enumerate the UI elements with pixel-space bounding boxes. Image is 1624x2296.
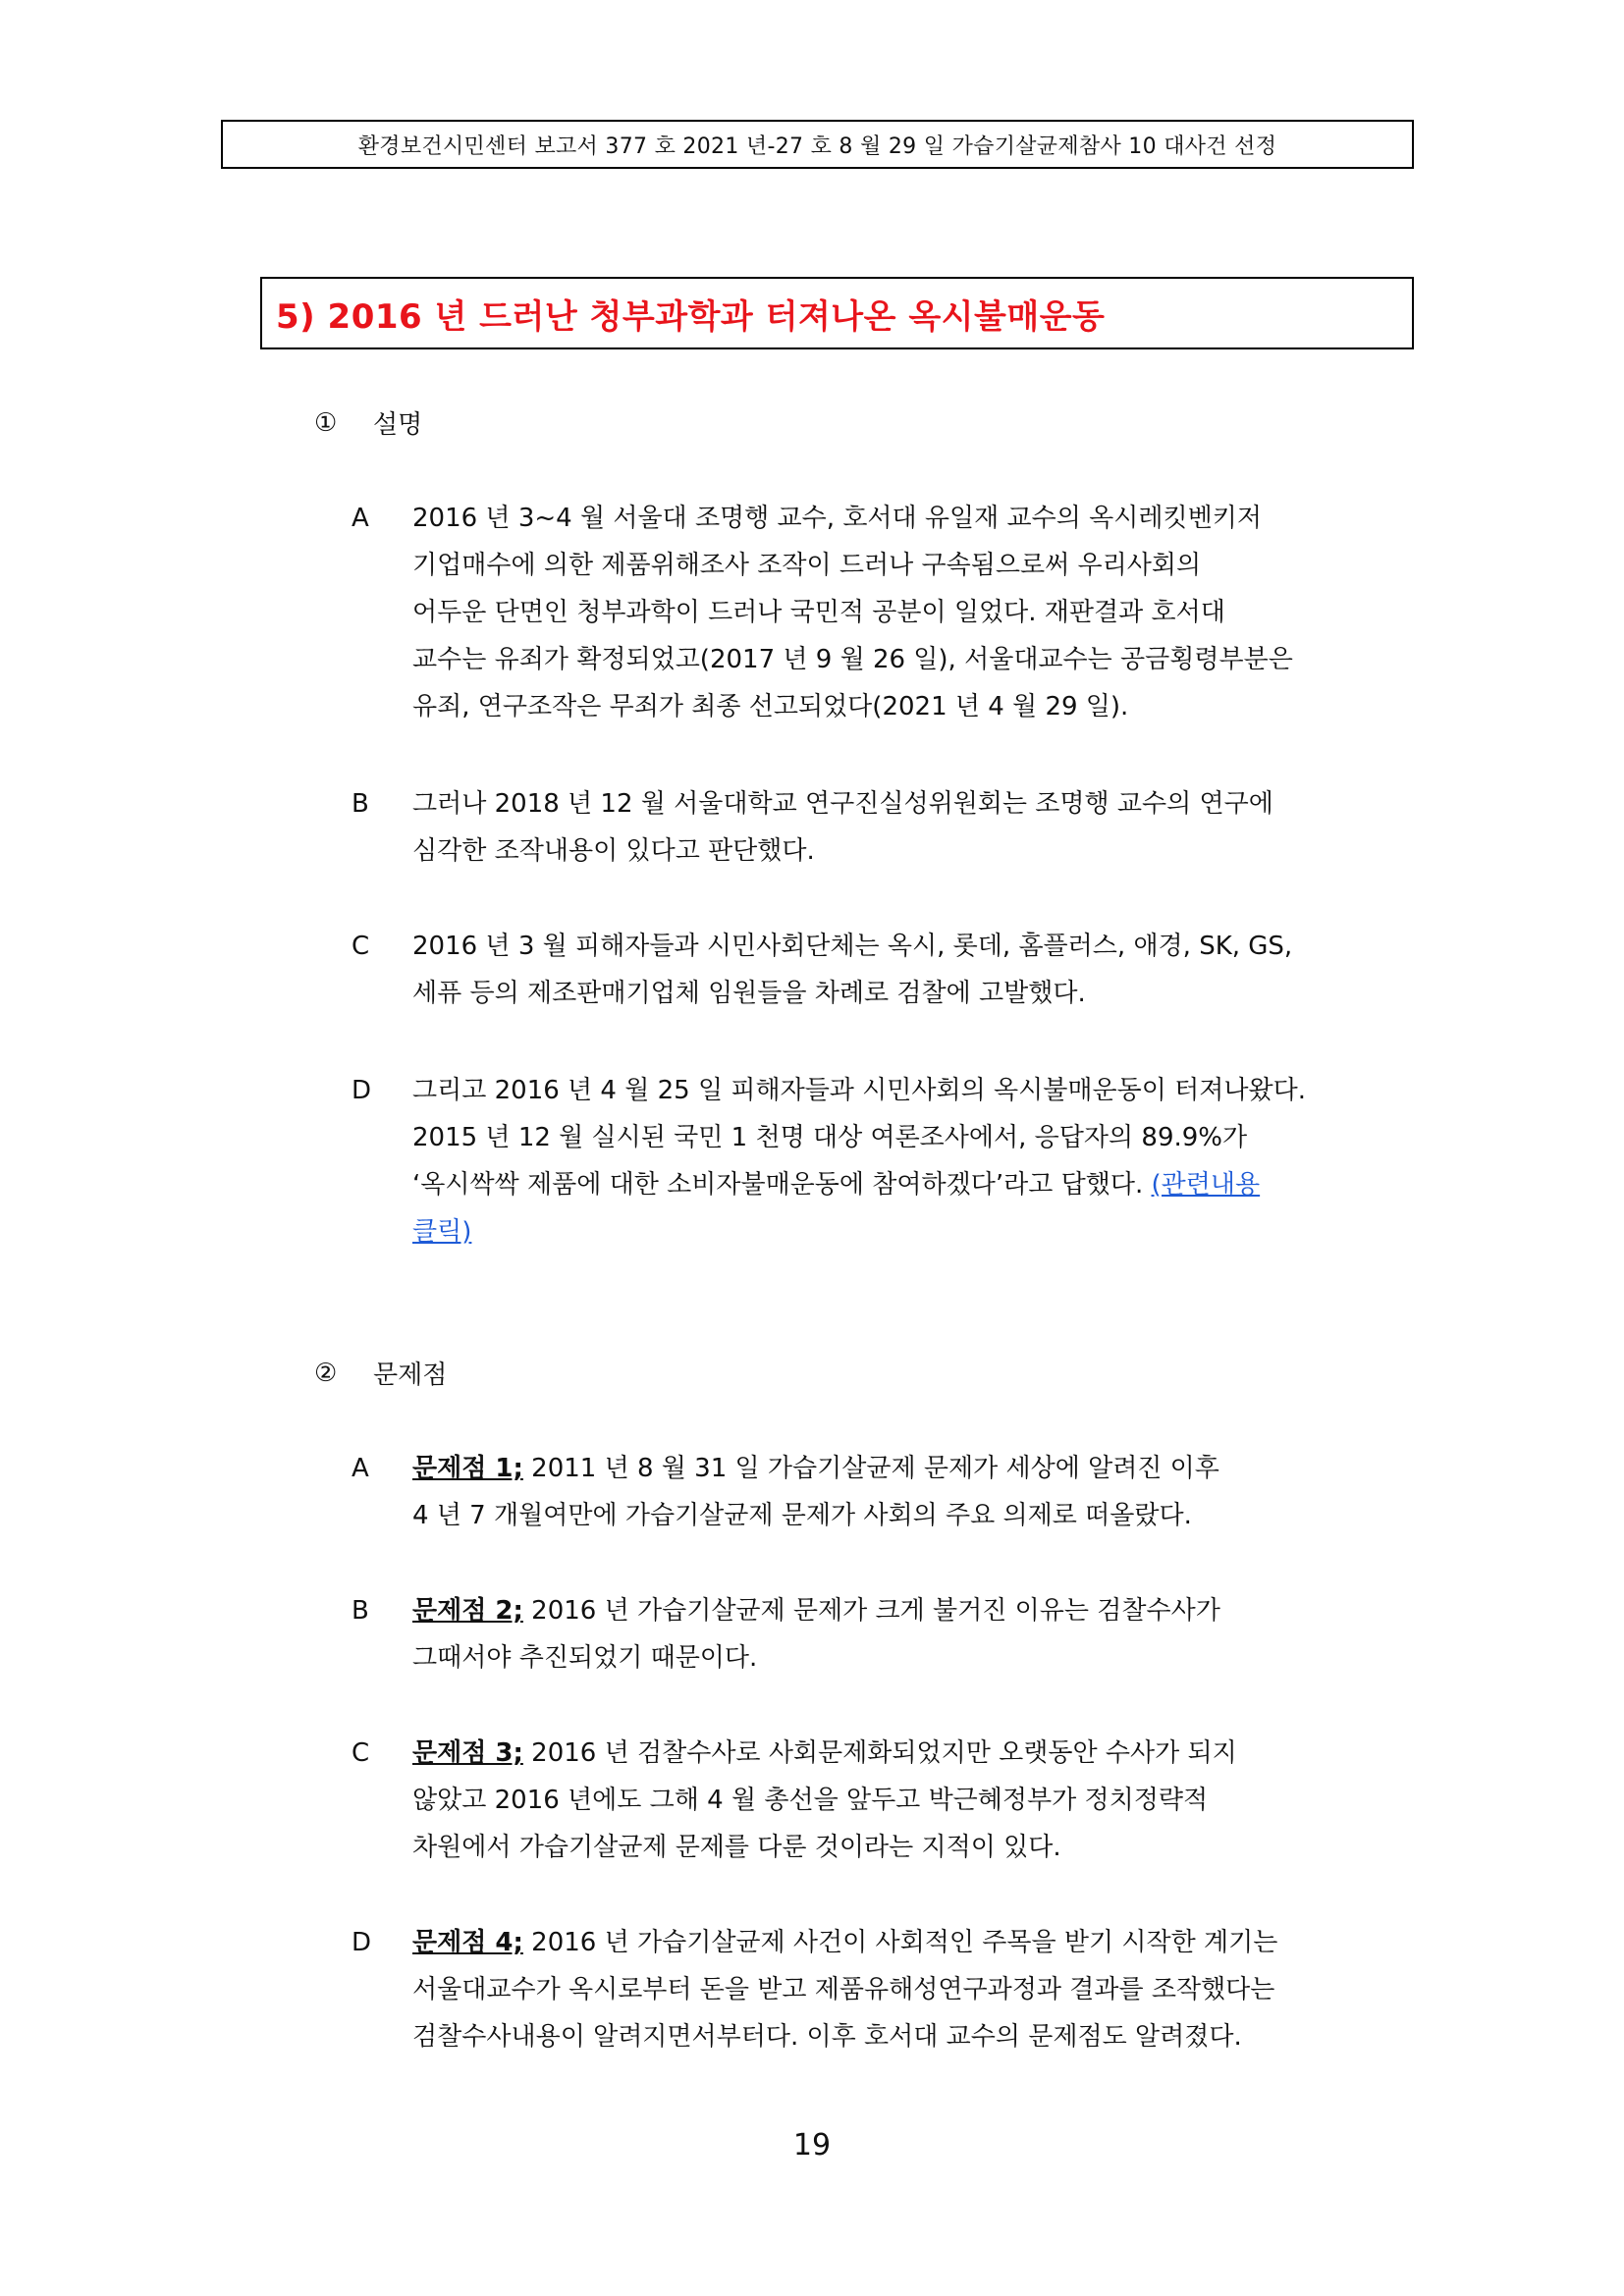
- item-line: 기업매수에 의한 제품위해조사 조작이 드러나 구속됨으로써 우리사회의: [412, 551, 1202, 580]
- item-line: 유죄, 연구조작은 무죄가 최종 선고되었다(2021 년 4 월 29 일).: [412, 692, 1129, 721]
- item-line-text: 2011 년 8 월 31 일 가습기살균제 문제가 세상에 알려진 이후: [522, 1454, 1219, 1483]
- item-line-text: 2016 년 가습기살균제 사건이 사회적인 주목을 받기 시작한 계기는: [522, 1928, 1278, 1957]
- item-body: [412, 1587, 1414, 1682]
- item-body: [412, 1445, 1414, 1539]
- related-content-link-continued[interactable]: 클릭): [412, 1217, 472, 1247]
- item-body: [412, 1919, 1414, 2060]
- problem-label: 문제점 4;: [412, 1928, 523, 1957]
- item-line-with-link: [412, 1161, 1414, 1208]
- item-line-text: ‘옥시싹싹 제품에 대한 소비자불매운동에 참여하겠다’라고 답했다.: [412, 1170, 1144, 1200]
- problems-heading: [314, 1355, 447, 1391]
- item-letter: A: [352, 1454, 369, 1483]
- item-letter: D: [352, 1076, 372, 1105]
- problem-label: 문제점 2;: [412, 1596, 523, 1626]
- item-line: [412, 1587, 1414, 1634]
- explanation-number: ①: [314, 407, 338, 438]
- report-header-text: 환경보건시민센터 보고서 377 호 2021 년-27 호 8 월 29 일 가습기살균제참사 10 대사건 선정: [357, 133, 1277, 159]
- item-line: 2016 년 3~4 월 서울대 조명행 교수, 호서대 유일재 교수의 옥시레킷벤키저: [412, 504, 1262, 533]
- problem-label: 문제점 1;: [412, 1454, 523, 1483]
- item-line: 차원에서 가습기살균제 문제를 다룬 것이라는 지적이 있다.: [412, 1833, 1061, 1862]
- item-line: 그러나 2018 년 12 월 서울대학교 연구진실성위원회는 조명행 교수의 연구에: [412, 789, 1273, 819]
- item-line: 2016 년 3 월 피해자들과 시민사회단체는 옥시, 롯데, 홈플러스, 애경, SK, GS,: [412, 932, 1293, 961]
- item-body: [412, 780, 1414, 875]
- item-letter: B: [352, 1596, 369, 1626]
- item-letter: B: [352, 789, 369, 819]
- item-line: 세퓨 등의 제조판매기업체 임원들을 차례로 검찰에 고발했다.: [412, 979, 1086, 1008]
- item-letter: D: [352, 1928, 372, 1957]
- item-line: 그리고 2016 년 4 월 25 일 피해자들과 시민사회의 옥시불매운동이 터져나왔다.: [412, 1076, 1306, 1105]
- item-line: 서울대교수가 옥시로부터 돈을 받고 제품유해성연구과정과 결과를 조작했다는: [412, 1975, 1275, 2004]
- item-line: [412, 1730, 1414, 1777]
- related-content-link[interactable]: (관련내용: [1151, 1170, 1261, 1200]
- item-line-text: 2016 년 가습기살균제 문제가 크게 불거진 이유는 검찰수사가: [522, 1596, 1220, 1626]
- item-line: 검찰수사내용이 알려지면서부터다. 이후 호서대 교수의 문제점도 알려졌다.: [412, 2022, 1242, 2052]
- item-body: [412, 1730, 1414, 1871]
- item-line-text: 2016 년 검찰수사로 사회문제화되었지만 오랫동안 수사가 되지: [522, 1738, 1237, 1768]
- section-title-text: 5) 2016 년 드러난 청부과학과 터져나온 옥시불매운동: [276, 296, 1106, 337]
- item-line: 그때서야 추진되었기 때문이다.: [412, 1643, 758, 1673]
- item-body: [412, 495, 1414, 730]
- page-number: 19: [792, 2128, 832, 2163]
- item-letter: A: [352, 504, 369, 533]
- item-line: [412, 1208, 1414, 1255]
- item-letter: C: [352, 1738, 370, 1768]
- explanation-heading: [314, 404, 422, 441]
- problems-number: ②: [314, 1358, 338, 1388]
- item-line: 4 년 7 개월여만에 가습기살균제 문제가 사회의 주요 의제로 떠올랐다.: [412, 1501, 1192, 1530]
- item-line: 않았고 2016 년에도 그해 4 월 총선을 앞두고 박근혜정부가 정치정략적: [412, 1786, 1209, 1815]
- item-line: 어두운 단면인 청부과학이 드러나 국민적 공분이 일었다. 재판결과 호서대: [412, 598, 1225, 627]
- explanation-heading-text: 설명: [373, 410, 423, 440]
- problems-heading-text: 문제점: [373, 1361, 448, 1390]
- item-line: [412, 1445, 1414, 1492]
- item-line: 2015 년 12 월 실시된 국민 1 천명 대상 여론조사에서, 응답자의 89.9%가: [412, 1123, 1248, 1152]
- item-body: [412, 1067, 1414, 1255]
- item-letter: C: [352, 932, 370, 961]
- section-title: [260, 277, 1414, 349]
- item-line: 교수는 유죄가 확정되었고(2017 년 9 월 26 일), 서울대교수는 공금횡령부분은: [412, 645, 1293, 674]
- item-line: 심각한 조작내용이 있다고 판단했다.: [412, 836, 815, 866]
- item-body: [412, 923, 1414, 1017]
- problem-label: 문제점 3;: [412, 1738, 523, 1768]
- report-header: [221, 120, 1414, 169]
- item-line: [412, 1919, 1414, 1966]
